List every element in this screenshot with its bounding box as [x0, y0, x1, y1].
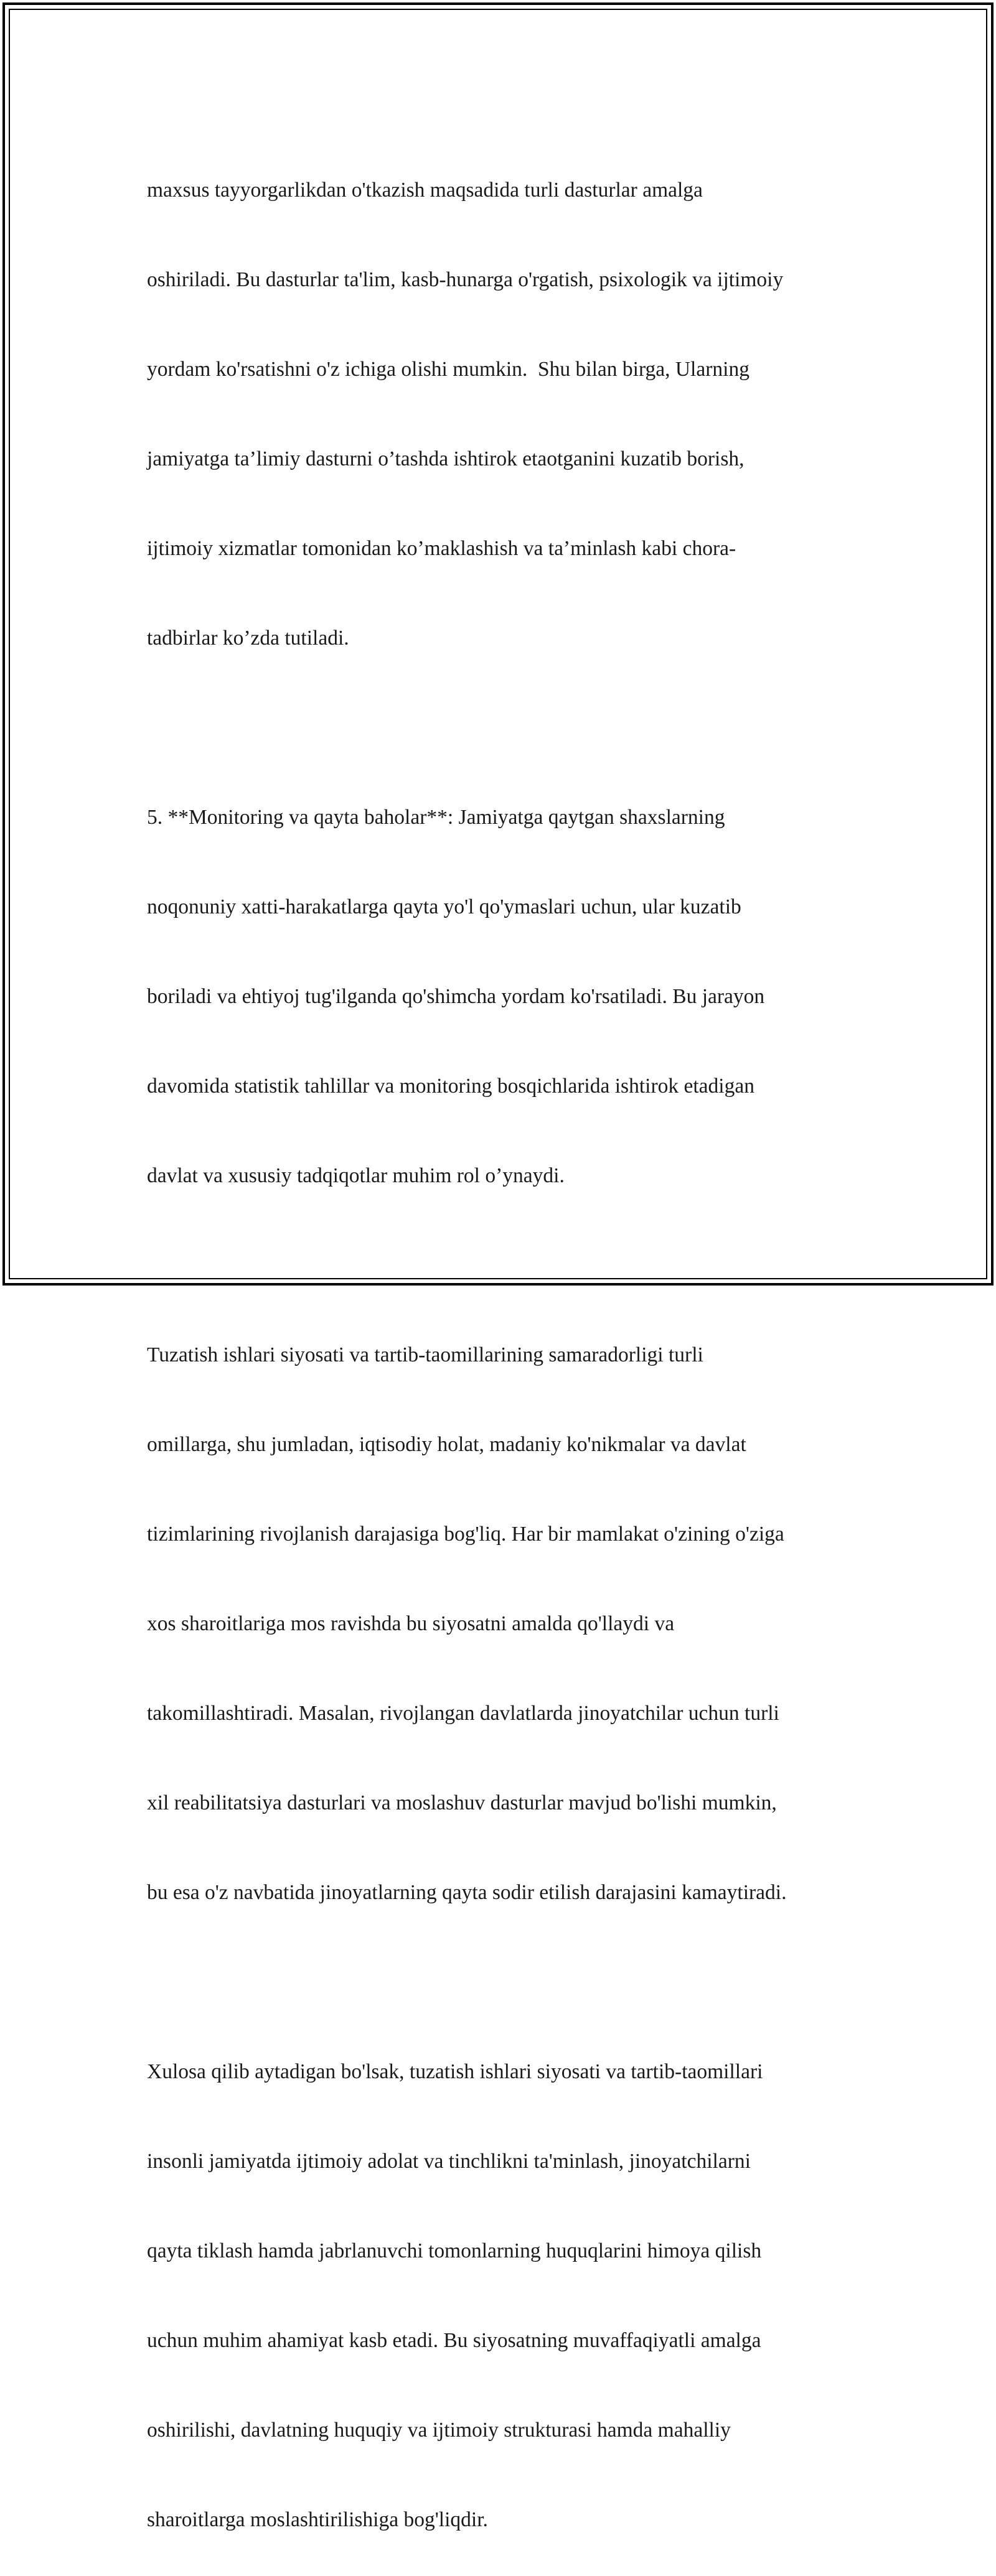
text-line: noqonuniy xatti-harakatlarga qayta yo'l qo'ymaslari uchun, ular kuzatib [147, 895, 741, 918]
text-line: bu esa o'z navbatida jinoyatlarning qayta sodir etilish darajasini kamaytiradi. [147, 1881, 787, 1904]
text-line: oshirilishi, davlatning huquqiy va ijtimoiy strukturasi hamda mahalliy [147, 2419, 731, 2442]
paragraph-2 [147, 743, 869, 1251]
text-line: omillarga, shu jumladan, iqtisodiy holat, madaniy ko'nikmalar va davlat [147, 1433, 746, 1456]
text-line: xos sharoitlariga mos ravishda bu siyosatni amalda qo'llaydi va [147, 1612, 675, 1635]
text-line: sharoitlarga moslashtirilishiga bog'liqdir. [147, 2508, 488, 2531]
text-line: uchun muhim ahamiyat kasb etadi. Bu siyosatning muvaffaqiyatli amalga [147, 2329, 761, 2352]
text-line: takomillashtiradi. Masalan, rivojlangan davlatlarda jinoyatchilar uchun turli [147, 1702, 779, 1725]
text-line: xil reabilitatsiya dasturlari va moslashuv dasturlar mavjud bo'lishi mumkin, [147, 1791, 777, 1814]
text-line: Xulosa qilib aytadigan bo'lsak, tuzatish ishlari siyosati va tartib-taomillari [147, 2060, 763, 2083]
paragraph-1 [147, 116, 869, 713]
text-line: davlat va xususiy tadqiqotlar muhim rol o’ynaydi. [147, 1164, 565, 1187]
text-line: jamiyatga ta’limiy dasturni o’tashda ishtirok etaotganini kuzatib borish, [147, 447, 745, 470]
text-line: qayta tiklash hamda jabrlanuvchi tomonlarning huquqlarini himoya qilish [147, 2239, 762, 2262]
text-line: boriladi va ehtiyoj tug'ilganda qo'shimcha yordam ko'rsatiladi. Bu jarayon [147, 985, 765, 1008]
text-line: insonli jamiyatda ijtimoiy adolat va tinchlikni ta'minlash, jinoyatchilarni [147, 2150, 751, 2173]
text-line: tizimlarining rivojlanish darajasiga bog'liq. Har bir mamlakat o'zining o'ziga [147, 1523, 784, 1546]
text-line: Tuzatish ishlari siyosati va tartib-taomillarining samaradorligi turli [147, 1343, 703, 1366]
document-body [147, 116, 869, 2576]
text-line: ijtimoiy xizmatlar tomonidan ko’maklashish va ta’minlash kabi chora- [147, 537, 736, 560]
text-line: oshiriladi. Bu dasturlar ta'lim, kasb-hunarga o'rgatish, psixologik va ijtimoiy [147, 268, 784, 291]
paragraph-3 [147, 1281, 869, 1967]
text-line: tadbirlar ko’zda tutiladi. [147, 627, 349, 650]
text-line: davomida statistik tahlillar va monitoring bosqichlarida ishtirok etadigan [147, 1075, 754, 1098]
text-line: yordam ko'rsatishni o'z ichiga olishi mumkin. Shu bilan birga, Ularning [147, 358, 749, 381]
paragraph-4 [147, 1997, 869, 2576]
text-line: 5. **Monitoring va qayta baholar**: Jamiyatga qaytgan shaxslarning [147, 806, 725, 829]
text-line: maxsus tayyorgarlikdan o'tkazish maqsadida turli dasturlar amalga [147, 179, 703, 202]
